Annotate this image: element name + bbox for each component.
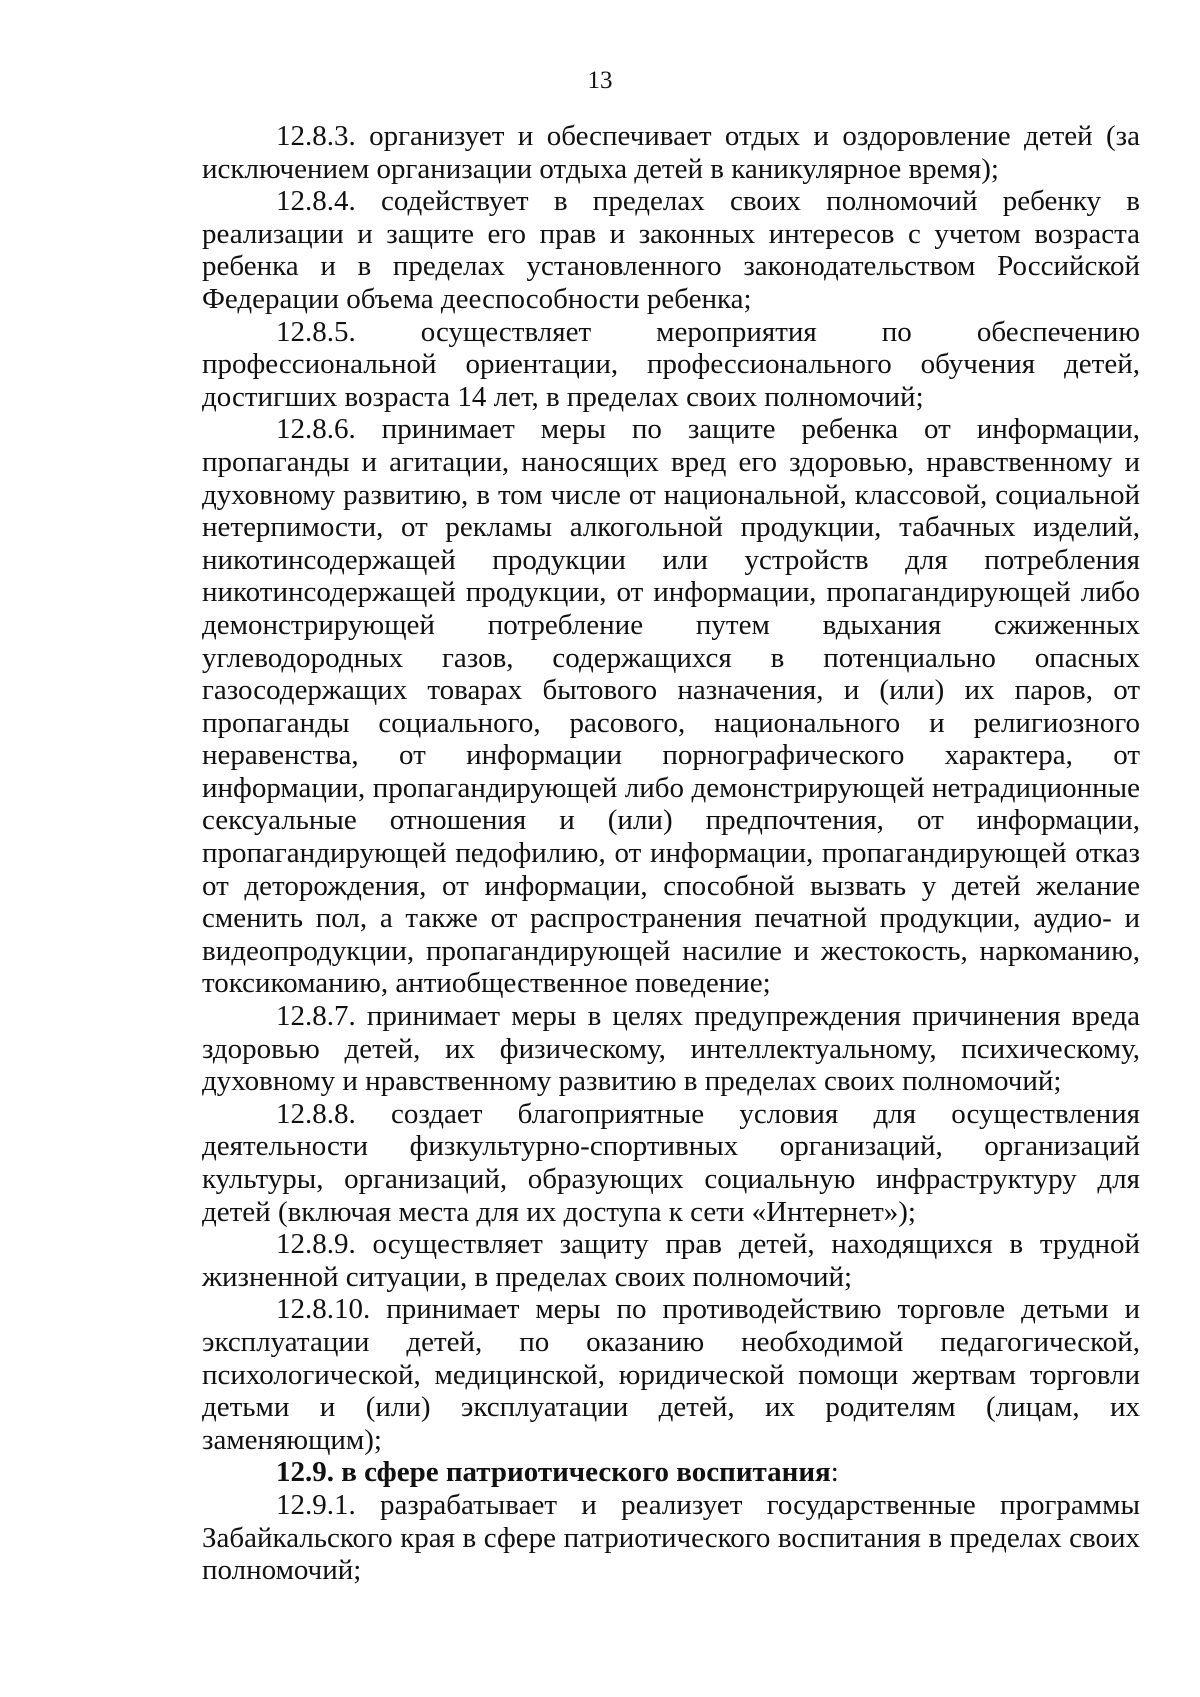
paragraph-12-8-8: 12.8.8. создает благоприятные условия для осуществления деятельности физкультурно-спортивных организаций, организаций культуры, организаций, образующих социальную инфраструктуру для детей (включая места для их доступа к сети «Интернет»); (202, 1097, 1140, 1228)
page-number: 13 (587, 67, 613, 94)
paragraph-12-8-4: 12.8.4. содействует в пределах своих полномочий ребенку в реализации и защите его прав и законных интересов с учетом возраста ребенка и в пределах установленного законодательством Российской Федерации объема дееспособности ребенка; (202, 185, 1140, 315)
document-body (202, 120, 1140, 1587)
paragraph-12-8-3: 12.8.3. организует и обеспечивает отдых и оздоровление детей (за исключением организации отдыха детей в каникулярное время); (202, 120, 1140, 185)
paragraph-12-8-9: 12.8.9. осуществляет защиту прав детей, находящихся в трудной жизненной ситуации, в пределах своих полномочий; (202, 1228, 1140, 1293)
paragraph-12-8-5: 12.8.5. осуществляет мероприятия по обеспечению профессиональной ориентации, профессионального обучения детей, достигших возраста 14 лет, в пределах своих полномочий; (202, 315, 1140, 413)
section-heading-colon: : (830, 1456, 839, 1489)
paragraph-12-8-6: 12.8.6. принимает меры по защите ребенка от информации, пропаганды и агитации, наносящих вред его здоровью, нравственному и духовному развитию, в том числе от национальной, классовой, социальной нетерпимости, от рекламы алкогольной продукции, табачных изделий, никотинсодержащей продукции или устройств для потребления никотинсодержащей продукции, от информации, пропагандирующей либо демонстрирующей потребление путем вдыхания сжиженных углеводородных газов, содержащихся в потенциально опасных газосодержащих товарах бытового назначения, и (или) их паров, от пропаганды социального, расового, национального и религиозного неравенства, от информации порнографического характера, от информации, пропагандирующей либо демонстрирующей нетрадиционные сексуальные отношения и (или) предпочтения, от информации, пропагандирующей педофилию, от информации, пропагандирующей отказ от деторождения, от информации, способной вызвать у детей желание сменить пол, а также от распространения печатной продукции, аудио- и видеопродукции, пропагандирующей насилие и жестокость, наркоманию, токсикоманию, антиобщественное поведение; (202, 413, 1140, 1000)
section-heading-bold: 12.9. в сфере патриотического воспитания (276, 1456, 831, 1489)
paragraph-12-8-10: 12.8.10. принимает меры по противодействию торговле детьми и эксплуатации детей, по оказанию необходимой педагогической, психологической, медицинской, юридической помощи жертвам торговли детьми и (или) эксплуатации детей, их родителям (лицам, их заменяющим); (202, 1293, 1140, 1456)
section-heading-12-9 (202, 1456, 1140, 1489)
paragraph-12-8-7: 12.8.7. принимает меры в целях предупреждения причинения вреда здоровью детей, их физическому, интеллектуальному, психическому, духовному и нравственному развитию в пределах своих полномочий; (202, 1000, 1140, 1098)
paragraph-12-9-1: 12.9.1. разрабатывает и реализует государственные программы Забайкальского края в сфере патриотического воспитания в пределах своих полномочий; (202, 1488, 1140, 1587)
